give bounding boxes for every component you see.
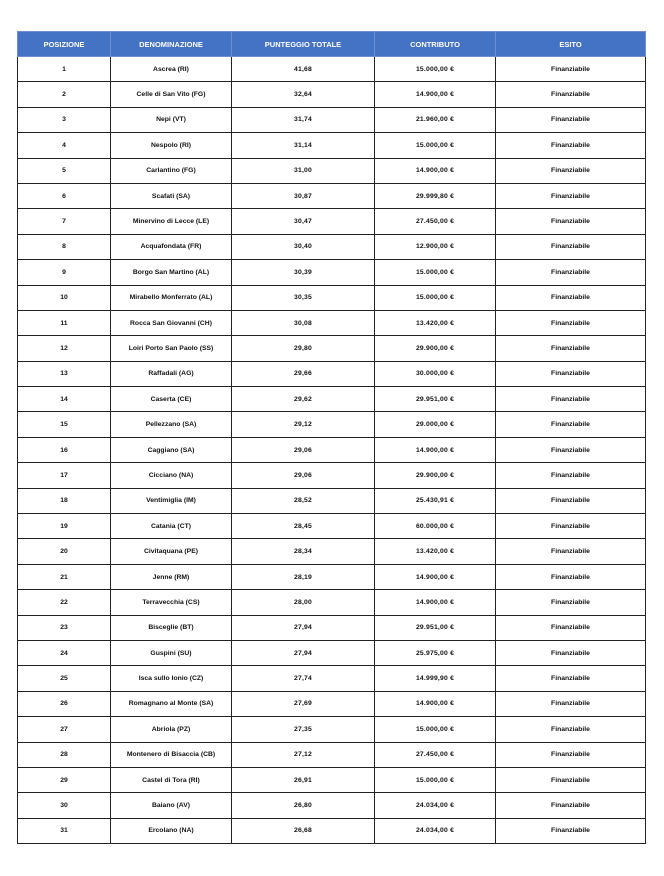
cell-esito: Finanziabile <box>496 209 646 234</box>
cell-contributo: 14.999,90 € <box>375 666 496 691</box>
cell-contributo: 15.000,00 € <box>375 717 496 742</box>
table-row <box>18 615 646 640</box>
cell-punteggio: 26,91 <box>232 767 375 792</box>
cell-denominazione: Borgo San Martino (AL) <box>111 260 232 285</box>
table-row <box>18 818 646 843</box>
cell-punteggio: 32,64 <box>232 82 375 107</box>
cell-posizione: 19 <box>18 514 111 539</box>
cell-punteggio: 26,80 <box>232 793 375 818</box>
cell-denominazione: Civitaquana (PE) <box>111 539 232 564</box>
cell-esito: Finanziabile <box>496 336 646 361</box>
cell-esito: Finanziabile <box>496 767 646 792</box>
cell-contributo: 30.000,00 € <box>375 361 496 386</box>
cell-esito: Finanziabile <box>496 412 646 437</box>
table-row <box>18 183 646 208</box>
cell-contributo: 27.450,00 € <box>375 742 496 767</box>
ranking-table <box>17 31 646 844</box>
cell-contributo: 25.975,00 € <box>375 640 496 665</box>
cell-punteggio: 31,74 <box>232 107 375 132</box>
cell-punteggio: 30,47 <box>232 209 375 234</box>
cell-esito: Finanziabile <box>496 285 646 310</box>
cell-esito: Finanziabile <box>496 539 646 564</box>
table-row <box>18 158 646 183</box>
cell-denominazione: Carlantino (FG) <box>111 158 232 183</box>
table-row <box>18 412 646 437</box>
cell-esito: Finanziabile <box>496 437 646 462</box>
cell-posizione: 24 <box>18 640 111 665</box>
cell-punteggio: 29,62 <box>232 387 375 412</box>
cell-posizione: 16 <box>18 437 111 462</box>
table-row <box>18 691 646 716</box>
cell-denominazione: Acquafondata (FR) <box>111 234 232 259</box>
cell-contributo: 24.034,00 € <box>375 793 496 818</box>
cell-esito: Finanziabile <box>496 82 646 107</box>
cell-posizione: 14 <box>18 387 111 412</box>
cell-posizione: 26 <box>18 691 111 716</box>
table-row <box>18 107 646 132</box>
table-row <box>18 717 646 742</box>
cell-punteggio: 28,52 <box>232 488 375 513</box>
table-row <box>18 590 646 615</box>
cell-contributo: 29.000,00 € <box>375 412 496 437</box>
cell-denominazione: Abriola (PZ) <box>111 717 232 742</box>
cell-contributo: 21.960,00 € <box>375 107 496 132</box>
cell-esito: Finanziabile <box>496 183 646 208</box>
cell-esito: Finanziabile <box>496 640 646 665</box>
cell-denominazione: Castel di Tora (RI) <box>111 767 232 792</box>
cell-punteggio: 29,80 <box>232 336 375 361</box>
cell-punteggio: 28,00 <box>232 590 375 615</box>
table-row <box>18 209 646 234</box>
cell-posizione: 8 <box>18 234 111 259</box>
table-header <box>18 32 646 57</box>
cell-posizione: 9 <box>18 260 111 285</box>
cell-punteggio: 30,35 <box>232 285 375 310</box>
table-row <box>18 387 646 412</box>
header-esito: ESITO <box>496 32 646 57</box>
cell-punteggio: 31,14 <box>232 133 375 158</box>
cell-esito: Finanziabile <box>496 107 646 132</box>
cell-denominazione: Caserta (CE) <box>111 387 232 412</box>
cell-punteggio: 29,66 <box>232 361 375 386</box>
header-contributo: CONTRIBUTO <box>375 32 496 57</box>
table-row <box>18 514 646 539</box>
cell-esito: Finanziabile <box>496 463 646 488</box>
cell-denominazione: Baiano (AV) <box>111 793 232 818</box>
header-posizione: POSIZIONE <box>18 32 111 57</box>
cell-esito: Finanziabile <box>496 310 646 335</box>
cell-contributo: 14.900,00 € <box>375 158 496 183</box>
cell-esito: Finanziabile <box>496 488 646 513</box>
cell-punteggio: 30,08 <box>232 310 375 335</box>
cell-contributo: 15.000,00 € <box>375 133 496 158</box>
cell-denominazione: Cicciano (NA) <box>111 463 232 488</box>
cell-posizione: 20 <box>18 539 111 564</box>
cell-denominazione: Catania (CT) <box>111 514 232 539</box>
table-row <box>18 640 646 665</box>
cell-posizione: 7 <box>18 209 111 234</box>
cell-posizione: 12 <box>18 336 111 361</box>
cell-denominazione: Terravecchia (CS) <box>111 590 232 615</box>
cell-contributo: 29.951,00 € <box>375 615 496 640</box>
cell-esito: Finanziabile <box>496 133 646 158</box>
cell-posizione: 25 <box>18 666 111 691</box>
cell-punteggio: 29,06 <box>232 437 375 462</box>
cell-esito: Finanziabile <box>496 57 646 82</box>
cell-punteggio: 28,45 <box>232 514 375 539</box>
cell-contributo: 14.900,00 € <box>375 564 496 589</box>
cell-punteggio: 31,00 <box>232 158 375 183</box>
cell-punteggio: 27,35 <box>232 717 375 742</box>
cell-posizione: 15 <box>18 412 111 437</box>
table-row <box>18 285 646 310</box>
cell-punteggio: 27,74 <box>232 666 375 691</box>
cell-denominazione: Montenero di Bisaccia (CB) <box>111 742 232 767</box>
table-row <box>18 742 646 767</box>
cell-contributo: 15.000,00 € <box>375 767 496 792</box>
cell-contributo: 29.900,00 € <box>375 463 496 488</box>
table-row <box>18 310 646 335</box>
header-row <box>18 32 646 57</box>
cell-contributo: 13.420,00 € <box>375 310 496 335</box>
table-row <box>18 539 646 564</box>
cell-posizione: 27 <box>18 717 111 742</box>
cell-denominazione: Ascrea (RI) <box>111 57 232 82</box>
cell-contributo: 13.420,00 € <box>375 539 496 564</box>
cell-denominazione: Mirabello Monferrato (AL) <box>111 285 232 310</box>
cell-denominazione: Jenne (RM) <box>111 564 232 589</box>
table-row <box>18 82 646 107</box>
cell-denominazione: Romagnano al Monte (SA) <box>111 691 232 716</box>
cell-denominazione: Celle di San Vito (FG) <box>111 82 232 107</box>
cell-punteggio: 26,68 <box>232 818 375 843</box>
cell-esito: Finanziabile <box>496 615 646 640</box>
cell-contributo: 29.900,00 € <box>375 336 496 361</box>
cell-posizione: 11 <box>18 310 111 335</box>
cell-posizione: 6 <box>18 183 111 208</box>
cell-contributo: 60.000,00 € <box>375 514 496 539</box>
cell-punteggio: 28,19 <box>232 564 375 589</box>
cell-denominazione: Ercolano (NA) <box>111 818 232 843</box>
cell-denominazione: Scafati (SA) <box>111 183 232 208</box>
cell-punteggio: 29,12 <box>232 412 375 437</box>
cell-contributo: 27.450,00 € <box>375 209 496 234</box>
cell-denominazione: Rocca San Giovanni (CH) <box>111 310 232 335</box>
cell-punteggio: 27,94 <box>232 615 375 640</box>
cell-contributo: 12.900,00 € <box>375 234 496 259</box>
cell-denominazione: Nespolo (RI) <box>111 133 232 158</box>
cell-contributo: 15.000,00 € <box>375 57 496 82</box>
cell-esito: Finanziabile <box>496 691 646 716</box>
cell-posizione: 1 <box>18 57 111 82</box>
cell-esito: Finanziabile <box>496 666 646 691</box>
table-row <box>18 260 646 285</box>
cell-posizione: 18 <box>18 488 111 513</box>
cell-posizione: 22 <box>18 590 111 615</box>
cell-esito: Finanziabile <box>496 742 646 767</box>
cell-esito: Finanziabile <box>496 590 646 615</box>
table-row <box>18 57 646 82</box>
cell-denominazione: Bisceglie (BT) <box>111 615 232 640</box>
cell-esito: Finanziabile <box>496 361 646 386</box>
header-denominazione: DENOMINAZIONE <box>111 32 232 57</box>
cell-posizione: 29 <box>18 767 111 792</box>
table-row <box>18 767 646 792</box>
cell-posizione: 13 <box>18 361 111 386</box>
cell-contributo: 15.000,00 € <box>375 285 496 310</box>
table-row <box>18 564 646 589</box>
cell-contributo: 14.900,00 € <box>375 691 496 716</box>
cell-denominazione: Loiri Porto San Paolo (SS) <box>111 336 232 361</box>
cell-denominazione: Nepi (VT) <box>111 107 232 132</box>
cell-denominazione: Raffadali (AG) <box>111 361 232 386</box>
cell-denominazione: Isca sullo Ionio (CZ) <box>111 666 232 691</box>
cell-posizione: 28 <box>18 742 111 767</box>
cell-contributo: 15.000,00 € <box>375 260 496 285</box>
cell-esito: Finanziabile <box>496 387 646 412</box>
table-row <box>18 133 646 158</box>
cell-contributo: 29.999,80 € <box>375 183 496 208</box>
cell-punteggio: 30,40 <box>232 234 375 259</box>
cell-esito: Finanziabile <box>496 818 646 843</box>
table-row <box>18 336 646 361</box>
cell-posizione: 17 <box>18 463 111 488</box>
cell-esito: Finanziabile <box>496 793 646 818</box>
cell-punteggio: 27,94 <box>232 640 375 665</box>
cell-posizione: 21 <box>18 564 111 589</box>
cell-denominazione: Ventimiglia (IM) <box>111 488 232 513</box>
cell-contributo: 24.034,00 € <box>375 818 496 843</box>
cell-esito: Finanziabile <box>496 260 646 285</box>
cell-posizione: 2 <box>18 82 111 107</box>
cell-posizione: 31 <box>18 818 111 843</box>
cell-posizione: 30 <box>18 793 111 818</box>
cell-punteggio: 28,34 <box>232 539 375 564</box>
cell-denominazione: Minervino di Lecce (LE) <box>111 209 232 234</box>
cell-posizione: 3 <box>18 107 111 132</box>
table-body <box>18 57 646 844</box>
table-row <box>18 463 646 488</box>
cell-posizione: 4 <box>18 133 111 158</box>
table-row <box>18 793 646 818</box>
cell-punteggio: 29,06 <box>232 463 375 488</box>
cell-denominazione: Guspini (SU) <box>111 640 232 665</box>
cell-esito: Finanziabile <box>496 717 646 742</box>
cell-contributo: 14.900,00 € <box>375 590 496 615</box>
cell-contributo: 14.900,00 € <box>375 437 496 462</box>
cell-punteggio: 27,69 <box>232 691 375 716</box>
header-punteggio-totale: PUNTEGGIO TOTALE <box>232 32 375 57</box>
cell-esito: Finanziabile <box>496 158 646 183</box>
cell-contributo: 14.900,00 € <box>375 82 496 107</box>
cell-posizione: 10 <box>18 285 111 310</box>
cell-esito: Finanziabile <box>496 564 646 589</box>
table-row <box>18 666 646 691</box>
table-row <box>18 361 646 386</box>
table-row <box>18 234 646 259</box>
cell-esito: Finanziabile <box>496 514 646 539</box>
cell-contributo: 29.951,00 € <box>375 387 496 412</box>
cell-punteggio: 41,68 <box>232 57 375 82</box>
cell-punteggio: 30,87 <box>232 183 375 208</box>
cell-posizione: 23 <box>18 615 111 640</box>
cell-posizione: 5 <box>18 158 111 183</box>
table-row <box>18 437 646 462</box>
table-row <box>18 488 646 513</box>
cell-punteggio: 30,39 <box>232 260 375 285</box>
ranking-sheet <box>17 31 645 844</box>
cell-contributo: 25.430,91 € <box>375 488 496 513</box>
cell-esito: Finanziabile <box>496 234 646 259</box>
cell-denominazione: Pellezzano (SA) <box>111 412 232 437</box>
cell-punteggio: 27,12 <box>232 742 375 767</box>
cell-denominazione: Caggiano (SA) <box>111 437 232 462</box>
